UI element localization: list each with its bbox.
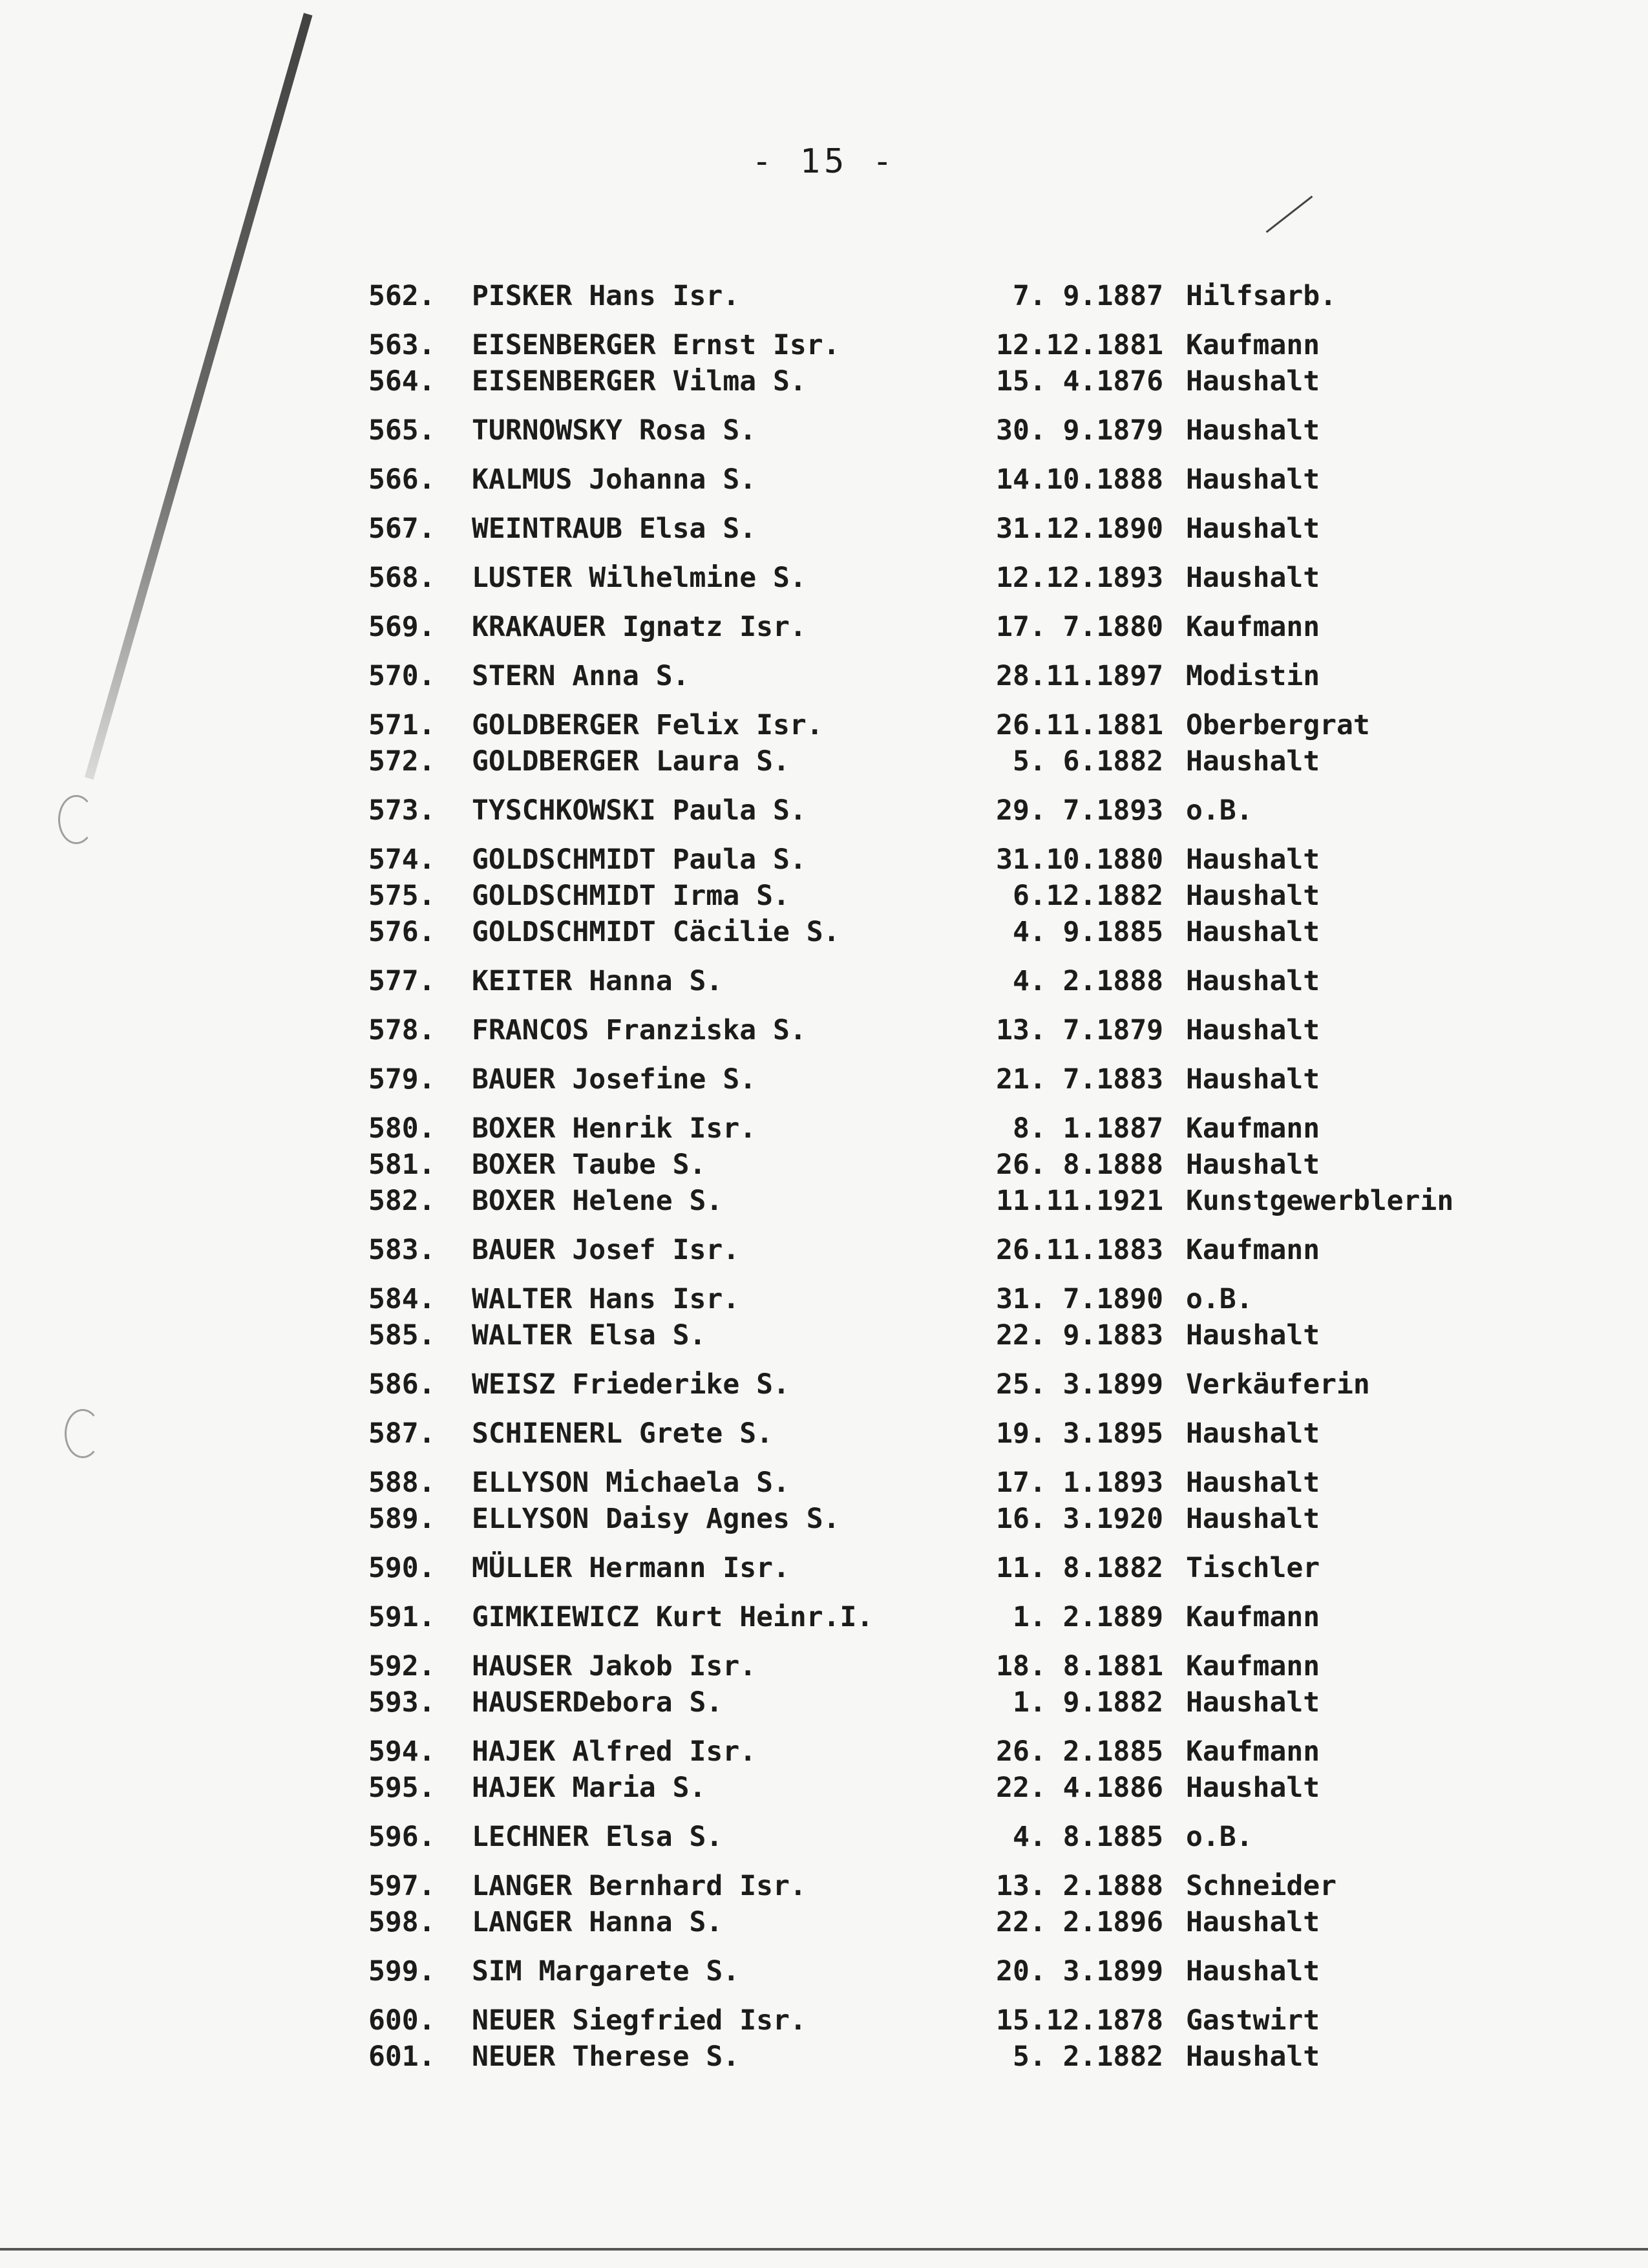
entry-occupation: o.B. bbox=[1186, 1283, 1253, 1315]
entry-name: BOXER Henrik Isr. bbox=[472, 1112, 757, 1145]
entry-occupation: Haushalt bbox=[1186, 1149, 1320, 1181]
list-entry bbox=[368, 1110, 1532, 1147]
entry-number: 577. bbox=[368, 965, 436, 997]
bottom-edge-line bbox=[0, 2248, 1648, 2251]
entry-name: HAUSER Jakob Isr. bbox=[472, 1650, 757, 1682]
list-entry bbox=[368, 878, 1532, 914]
entry-birthdate: 31.12.1890 bbox=[996, 513, 1163, 545]
entry-occupation: Haushalt bbox=[1186, 414, 1320, 447]
entry-number: 590. bbox=[368, 1552, 436, 1584]
list-entry bbox=[368, 1281, 1532, 1317]
pen-tick-mark bbox=[1266, 196, 1313, 233]
entry-number: 591. bbox=[368, 1601, 436, 1633]
entry-occupation: Gastwirt bbox=[1186, 2004, 1320, 2037]
list-entry bbox=[368, 1061, 1532, 1097]
entry-birthdate: 12.12.1893 bbox=[996, 562, 1163, 594]
entry-number: 583. bbox=[368, 1234, 436, 1266]
list-entry bbox=[368, 1599, 1532, 1635]
entry-number: 598. bbox=[368, 1906, 436, 1938]
entry-name: EISENBERGER Vilma S. bbox=[472, 365, 807, 397]
entry-occupation: Haushalt bbox=[1186, 965, 1320, 997]
entry-birthdate: 20. 3.1899 bbox=[996, 1955, 1163, 1987]
entry-occupation: Hilfsarb. bbox=[1186, 280, 1336, 312]
list-entry bbox=[368, 1953, 1532, 1989]
entry-number: 594. bbox=[368, 1735, 436, 1768]
list-entry bbox=[368, 1317, 1532, 1353]
entry-number: 572. bbox=[368, 745, 436, 778]
entry-occupation: Haushalt bbox=[1186, 1686, 1320, 1719]
entry-birthdate: 31.10.1880 bbox=[996, 843, 1163, 876]
entry-birthdate: 1. 2.1889 bbox=[1013, 1601, 1163, 1633]
entry-name: LANGER Hanna S. bbox=[472, 1906, 723, 1938]
entry-name: GOLDSCHMIDT Paula S. bbox=[472, 843, 807, 876]
entry-occupation: Kaufmann bbox=[1186, 1112, 1320, 1145]
entry-birthdate: 29. 7.1893 bbox=[996, 794, 1163, 827]
punch-hole-mark bbox=[58, 795, 94, 844]
entry-birthdate: 5. 2.1882 bbox=[1013, 2040, 1163, 2073]
deportation-list bbox=[368, 278, 1532, 2075]
entry-occupation: Haushalt bbox=[1186, 463, 1320, 496]
entry-name: LANGER Bernhard Isr. bbox=[472, 1870, 807, 1902]
entry-number: 564. bbox=[368, 365, 436, 397]
list-entry bbox=[368, 1904, 1532, 1940]
entry-occupation: Haushalt bbox=[1186, 562, 1320, 594]
entry-occupation: Kunstgewerblerin bbox=[1186, 1185, 1454, 1217]
list-entry bbox=[368, 658, 1532, 694]
list-entry bbox=[368, 792, 1532, 829]
entry-birthdate: 28.11.1897 bbox=[996, 660, 1163, 692]
entry-name: BAUER Josef Isr. bbox=[472, 1234, 740, 1266]
entry-number: 580. bbox=[368, 1112, 436, 1145]
entry-occupation: Haushalt bbox=[1186, 916, 1320, 948]
entry-number: 565. bbox=[368, 414, 436, 447]
entry-birthdate: 6.12.1882 bbox=[1013, 880, 1163, 912]
entry-number: 569. bbox=[368, 611, 436, 643]
list-entry bbox=[368, 1465, 1532, 1501]
entry-number: 599. bbox=[368, 1955, 436, 1987]
entry-number: 571. bbox=[368, 709, 436, 741]
entry-occupation: Haushalt bbox=[1186, 1906, 1320, 1938]
entry-number: 567. bbox=[368, 513, 436, 545]
entry-name: EISENBERGER Ernst Isr. bbox=[472, 329, 840, 361]
list-entry bbox=[368, 1232, 1532, 1268]
entry-number: 575. bbox=[368, 880, 436, 912]
entry-number: 570. bbox=[368, 660, 436, 692]
entry-name: BAUER Josefine S. bbox=[472, 1063, 757, 1096]
entry-birthdate: 25. 3.1899 bbox=[996, 1368, 1163, 1401]
entry-birthdate: 22. 2.1896 bbox=[996, 1906, 1163, 1938]
list-entry bbox=[368, 278, 1532, 314]
list-entry bbox=[368, 412, 1532, 449]
entry-name: HAJEK Alfred Isr. bbox=[472, 1735, 757, 1768]
entry-number: 582. bbox=[368, 1185, 436, 1217]
entry-name: HAUSERDebora S. bbox=[472, 1686, 723, 1719]
entry-birthdate: 22. 9.1883 bbox=[996, 1319, 1163, 1351]
entry-name: GOLDBERGER Laura S. bbox=[472, 745, 790, 778]
entry-name: NEUER Siegfried Isr. bbox=[472, 2004, 807, 2037]
list-entry bbox=[368, 1501, 1532, 1537]
list-entry bbox=[368, 363, 1532, 399]
entry-name: WEISZ Friederike S. bbox=[472, 1368, 790, 1401]
entry-occupation: Haushalt bbox=[1186, 1503, 1320, 1535]
entry-birthdate: 17. 7.1880 bbox=[996, 611, 1163, 643]
entry-occupation: Kaufmann bbox=[1186, 1234, 1320, 1266]
entry-number: 578. bbox=[368, 1014, 436, 1046]
entry-occupation: Kaufmann bbox=[1186, 611, 1320, 643]
entry-occupation: Kaufmann bbox=[1186, 1735, 1320, 1768]
punch-hole-mark bbox=[65, 1409, 101, 1458]
entry-number: 595. bbox=[368, 1772, 436, 1804]
entry-occupation: Haushalt bbox=[1186, 745, 1320, 778]
entry-number: 574. bbox=[368, 843, 436, 876]
entry-name: WALTER Hans Isr. bbox=[472, 1283, 740, 1315]
entry-birthdate: 1. 9.1882 bbox=[1013, 1686, 1163, 1719]
scan-edge-mark bbox=[85, 13, 312, 779]
list-entry bbox=[368, 1819, 1532, 1855]
list-entry bbox=[368, 1648, 1532, 1684]
entry-occupation: Modistin bbox=[1186, 660, 1320, 692]
entry-birthdate: 26.11.1881 bbox=[996, 709, 1163, 741]
entry-birthdate: 13. 2.1888 bbox=[996, 1870, 1163, 1902]
entry-name: PISKER Hans Isr. bbox=[472, 280, 740, 312]
entry-occupation: Haushalt bbox=[1186, 365, 1320, 397]
entry-birthdate: 26. 2.1885 bbox=[996, 1735, 1163, 1768]
entry-birthdate: 31. 7.1890 bbox=[996, 1283, 1163, 1315]
entry-occupation: o.B. bbox=[1186, 794, 1253, 827]
entry-name: LUSTER Wilhelmine S. bbox=[472, 562, 807, 594]
list-entry bbox=[368, 461, 1532, 498]
entry-number: 587. bbox=[368, 1417, 436, 1450]
entry-occupation: Schneider bbox=[1186, 1870, 1336, 1902]
list-entry bbox=[368, 327, 1532, 363]
list-entry bbox=[368, 1684, 1532, 1721]
list-entry bbox=[368, 560, 1532, 596]
entry-occupation: Haushalt bbox=[1186, 1417, 1320, 1450]
list-entry bbox=[368, 2039, 1532, 2075]
entry-number: 573. bbox=[368, 794, 436, 827]
entry-number: 588. bbox=[368, 1467, 436, 1499]
entry-birthdate: 14.10.1888 bbox=[996, 463, 1163, 496]
entry-name: SCHIENERL Grete S. bbox=[472, 1417, 773, 1450]
entry-occupation: Haushalt bbox=[1186, 1014, 1320, 1046]
entry-birthdate: 8. 1.1887 bbox=[1013, 1112, 1163, 1145]
page-number: - 15 - bbox=[752, 142, 896, 181]
list-entry bbox=[368, 707, 1532, 743]
entry-name: WALTER Elsa S. bbox=[472, 1319, 706, 1351]
entry-number: 562. bbox=[368, 280, 436, 312]
entry-name: TURNOWSKY Rosa S. bbox=[472, 414, 757, 447]
entry-occupation: Haushalt bbox=[1186, 880, 1320, 912]
entry-name: TYSCHKOWSKI Paula S. bbox=[472, 794, 807, 827]
entry-birthdate: 22. 4.1886 bbox=[996, 1772, 1163, 1804]
entry-name: NEUER Therese S. bbox=[472, 2040, 740, 2073]
entry-occupation: Tischler bbox=[1186, 1552, 1320, 1584]
entry-birthdate: 30. 9.1879 bbox=[996, 414, 1163, 447]
list-entry bbox=[368, 842, 1532, 878]
entry-birthdate: 16. 3.1920 bbox=[996, 1503, 1163, 1535]
entry-name: ELLYSON Michaela S. bbox=[472, 1467, 790, 1499]
entry-name: GOLDSCHMIDT Cäcilie S. bbox=[472, 916, 840, 948]
entry-number: 568. bbox=[368, 562, 436, 594]
list-entry bbox=[368, 1183, 1532, 1219]
list-entry bbox=[368, 511, 1532, 547]
entry-number: 576. bbox=[368, 916, 436, 948]
entry-occupation: Haushalt bbox=[1186, 843, 1320, 876]
entry-number: 585. bbox=[368, 1319, 436, 1351]
entry-number: 586. bbox=[368, 1368, 436, 1401]
list-entry bbox=[368, 963, 1532, 999]
entry-birthdate: 15.12.1878 bbox=[996, 2004, 1163, 2037]
entry-birthdate: 13. 7.1879 bbox=[996, 1014, 1163, 1046]
entry-occupation: Haushalt bbox=[1186, 1467, 1320, 1499]
entry-birthdate: 4. 8.1885 bbox=[1013, 1821, 1163, 1853]
list-entry bbox=[368, 1770, 1532, 1806]
list-entry bbox=[368, 609, 1532, 645]
entry-occupation: Haushalt bbox=[1186, 1319, 1320, 1351]
entry-number: 601. bbox=[368, 2040, 436, 2073]
entry-number: 592. bbox=[368, 1650, 436, 1682]
entry-name: MÜLLER Hermann Isr. bbox=[472, 1552, 790, 1584]
entry-number: 563. bbox=[368, 329, 436, 361]
list-entry bbox=[368, 1550, 1532, 1586]
entry-occupation: Haushalt bbox=[1186, 2040, 1320, 2073]
entry-birthdate: 15. 4.1876 bbox=[996, 365, 1163, 397]
entry-occupation: Haushalt bbox=[1186, 1955, 1320, 1987]
entry-birthdate: 7. 9.1887 bbox=[1013, 280, 1163, 312]
list-entry bbox=[368, 914, 1532, 950]
entry-occupation: Kaufmann bbox=[1186, 1601, 1320, 1633]
entry-number: 584. bbox=[368, 1283, 436, 1315]
entry-birthdate: 5. 6.1882 bbox=[1013, 745, 1163, 778]
entry-occupation: Haushalt bbox=[1186, 1063, 1320, 1096]
entry-occupation: Kaufmann bbox=[1186, 329, 1320, 361]
entry-occupation: Oberbergrat bbox=[1186, 709, 1370, 741]
list-entry bbox=[368, 743, 1532, 779]
entry-occupation: Haushalt bbox=[1186, 1772, 1320, 1804]
entry-occupation: o.B. bbox=[1186, 1821, 1253, 1853]
list-entry bbox=[368, 1868, 1532, 1904]
entry-number: 589. bbox=[368, 1503, 436, 1535]
entry-name: LECHNER Elsa S. bbox=[472, 1821, 723, 1853]
entry-birthdate: 12.12.1881 bbox=[996, 329, 1163, 361]
list-entry bbox=[368, 1415, 1532, 1452]
entry-name: BOXER Helene S. bbox=[472, 1185, 723, 1217]
entry-occupation: Verkäuferin bbox=[1186, 1368, 1370, 1401]
entry-name: SIM Margarete S. bbox=[472, 1955, 740, 1987]
entry-birthdate: 26.11.1883 bbox=[996, 1234, 1163, 1266]
entry-birthdate: 19. 3.1895 bbox=[996, 1417, 1163, 1450]
entry-birthdate: 21. 7.1883 bbox=[996, 1063, 1163, 1096]
list-entry bbox=[368, 1733, 1532, 1770]
entry-number: 579. bbox=[368, 1063, 436, 1096]
entry-number: 593. bbox=[368, 1686, 436, 1719]
entry-number: 581. bbox=[368, 1149, 436, 1181]
entry-number: 566. bbox=[368, 463, 436, 496]
entry-name: WEINTRAUB Elsa S. bbox=[472, 513, 757, 545]
entry-name: KEITER Hanna S. bbox=[472, 965, 723, 997]
entry-birthdate: 4. 2.1888 bbox=[1013, 965, 1163, 997]
entry-name: FRANCOS Franziska S. bbox=[472, 1014, 807, 1046]
list-entry bbox=[368, 1012, 1532, 1048]
entry-birthdate: 11.11.1921 bbox=[996, 1185, 1163, 1217]
entry-name: HAJEK Maria S. bbox=[472, 1772, 706, 1804]
entry-number: 600. bbox=[368, 2004, 436, 2037]
entry-name: STERN Anna S. bbox=[472, 660, 690, 692]
list-entry bbox=[368, 1147, 1532, 1183]
entry-number: 596. bbox=[368, 1821, 436, 1853]
entry-name: BOXER Taube S. bbox=[472, 1149, 706, 1181]
entry-name: ELLYSON Daisy Agnes S. bbox=[472, 1503, 840, 1535]
entry-number: 597. bbox=[368, 1870, 436, 1902]
entry-name: GIMKIEWICZ Kurt Heinr.I. bbox=[472, 1601, 874, 1633]
entry-name: GOLDSCHMIDT Irma S. bbox=[472, 880, 790, 912]
entry-birthdate: 11. 8.1882 bbox=[996, 1552, 1163, 1584]
entry-birthdate: 4. 9.1885 bbox=[1013, 916, 1163, 948]
list-entry bbox=[368, 2002, 1532, 2039]
entry-occupation: Kaufmann bbox=[1186, 1650, 1320, 1682]
entry-birthdate: 17. 1.1893 bbox=[996, 1467, 1163, 1499]
entry-birthdate: 26. 8.1888 bbox=[996, 1149, 1163, 1181]
entry-name: KALMUS Johanna S. bbox=[472, 463, 757, 496]
list-entry bbox=[368, 1366, 1532, 1403]
entry-occupation: Haushalt bbox=[1186, 513, 1320, 545]
entry-name: GOLDBERGER Felix Isr. bbox=[472, 709, 823, 741]
entry-birthdate: 18. 8.1881 bbox=[996, 1650, 1163, 1682]
entry-name: KRAKAUER Ignatz Isr. bbox=[472, 611, 807, 643]
